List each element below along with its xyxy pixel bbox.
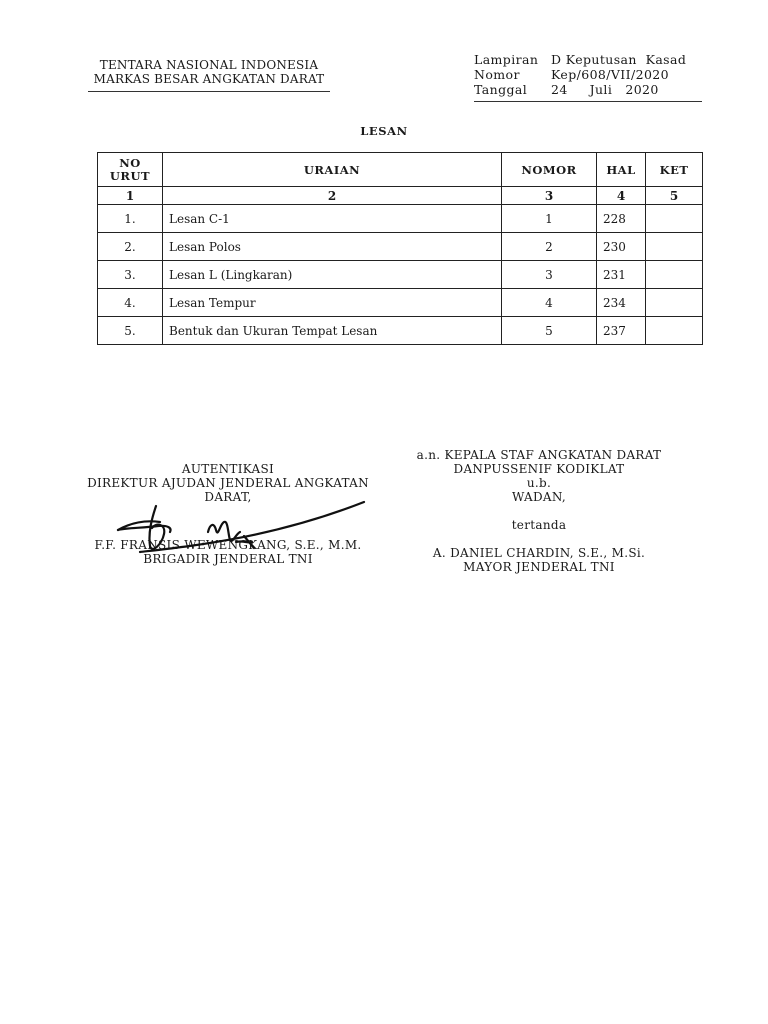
auth-position-cont: DARAT, [204,490,252,504]
cell-no: 5. [98,317,163,345]
approval-line-2: DANPUSSENIF KODIKLAT [453,462,625,476]
header-nomor: NOMOR [502,153,597,187]
cell-nomor: 3 [502,261,597,289]
ref-value-lampiran: D Keputusan Kasad [551,52,687,67]
table-row [98,261,703,289]
auth-signer-name: F.F. FRANSIS WEWENGKANG, S.E., M.M. [94,538,362,552]
cell-ket [646,233,703,261]
header-no-urut: NO URUT [98,153,163,187]
lesan-table [97,152,703,345]
table-row [98,317,703,345]
ref-label-lampiran: Lampiran [474,52,539,67]
cell-uraian: Lesan Tempur [163,289,502,317]
ref-label-nomor: Nomor [474,67,520,82]
ref-value-nomor: Kep/608/VII/2020 [551,67,670,82]
cell-nomor: 5 [502,317,597,345]
table-row [98,233,703,261]
cell-ket [646,261,703,289]
approval-line-3: u.b. [526,476,552,490]
cell-hal: 234 [597,289,646,317]
cell-hal: 237 [597,317,646,345]
column-number: 3 [502,187,597,205]
header-uraian: URAIAN [163,153,502,187]
cell-ket [646,205,703,233]
cell-uraian: Lesan Polos [163,233,502,261]
column-number: 2 [163,187,502,205]
column-number-row [98,187,703,205]
cell-uraian: Lesan L (Lingkaran) [163,261,502,289]
table-header-row [98,153,703,187]
handwritten-signature [112,498,372,568]
org-header-rule [88,91,330,92]
organization-header [88,58,330,86]
cell-ket [646,289,703,317]
header-hal: HAL [597,153,646,187]
approval-signer-name: A. DANIEL CHARDIN, S.E., M.Si. [432,546,646,560]
cell-no: 2. [98,233,163,261]
approval-line-4: WADAN, [511,490,567,504]
cell-hal: 230 [597,233,646,261]
column-number: 4 [597,187,646,205]
ref-row-nomor [474,67,706,82]
cell-nomor: 2 [502,233,597,261]
document-title: LESAN [360,124,408,138]
auth-title: AUTENTIKASI [181,462,275,476]
ref-row-lampiran [474,52,706,67]
cell-ket [646,317,703,345]
approval-line-1: a.n. KEPALA STAF ANGKATAN DARAT [416,448,662,462]
column-number: 1 [98,187,163,205]
ref-label-tanggal: Tanggal [474,82,528,97]
ref-value-tanggal: 24 Juli 2020 [551,82,659,97]
cell-hal: 228 [597,205,646,233]
cell-uraian: Bentuk dan Ukuran Tempat Lesan [163,317,502,345]
signed-note: tertanda [511,518,567,532]
org-line-2: MARKAS BESAR ANGKATAN DARAT [93,72,325,86]
header-ket: KET [646,153,703,187]
auth-signer-rank: BRIGADIR JENDERAL TNI [143,552,313,566]
cell-no: 4. [98,289,163,317]
ref-row-tanggal [474,82,706,97]
auth-position: DIREKTUR AJUDAN JENDERAL ANGKATAN [87,476,369,490]
cell-uraian: Lesan C-1 [163,205,502,233]
cell-nomor: 4 [502,289,597,317]
cell-hal: 231 [597,261,646,289]
cell-no: 1. [98,205,163,233]
cell-nomor: 1 [502,205,597,233]
approval-block [384,448,694,574]
column-number: 5 [646,187,703,205]
org-line-1: TENTARA NASIONAL INDONESIA [99,58,319,72]
table-row [98,289,703,317]
reference-block [474,52,706,97]
reference-rule [474,101,702,102]
cell-no: 3. [98,261,163,289]
approval-signer-rank: MAYOR JENDERAL TNI [463,560,615,574]
table-row [98,205,703,233]
